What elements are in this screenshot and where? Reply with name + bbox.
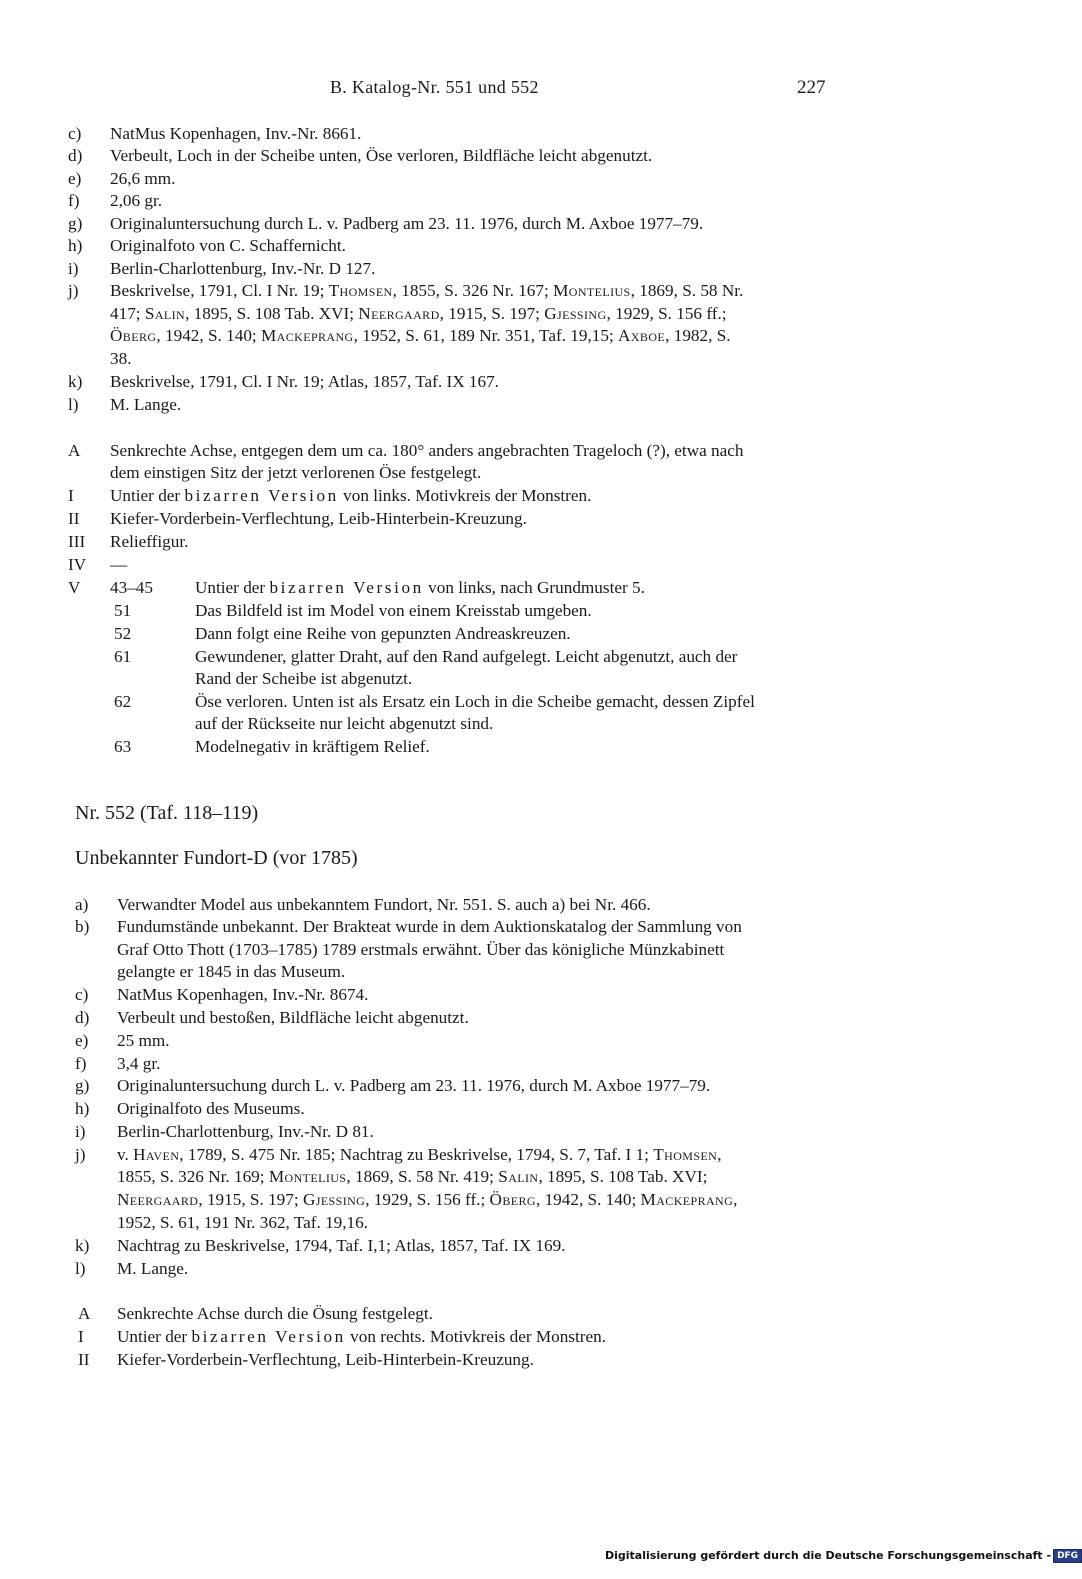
line-552-j-3: Neergaard, 1915, S. 197; Gjessing, 1929, S. 156 ff.; Öberg, 1942, S. 140; Mackeprang,: [117, 1190, 738, 1209]
funding-footer: [605, 1549, 1082, 1563]
page-number: 227: [797, 77, 826, 98]
running-header: [0, 77, 1000, 101]
header-title: B. Katalog-Nr. 551 und 552: [330, 77, 539, 97]
line-552-j-2: 1855, S. 326 Nr. 169; Montelius, 1869, S. 58 Nr. 419; Salin, 1895, S. 108 Tab. XVI;: [117, 1167, 708, 1186]
entry-552-subheading: Unbekannter Fundort-D (vor 1785): [75, 847, 358, 869]
line-552-b-2: Graf Otto Thott (1703–1785) 1789 erstmals erwähnt. Über das königliche Münzkabinett: [117, 940, 725, 959]
line-551-j-4: 38.: [110, 349, 132, 368]
line-551-62-2: auf der Rückseite nur leicht abgenutzt sind.: [195, 714, 494, 733]
line-552-j-4: 1952, S. 61, 191 Nr. 362, Taf. 19,16.: [117, 1213, 369, 1232]
dfg-logo: DFG: [1053, 1549, 1082, 1563]
line-551-j-2: 417; Salin, 1895, S. 108 Tab. XVI; Neergaard, 1915, S. 197; Gjessing, 1929, S. 156 ff.;: [110, 304, 727, 323]
line-551-j-3: Öberg, 1942, S. 140; Mackeprang, 1952, S. 61, 189 Nr. 351, Taf. 19,15; Axboe, 1982, S.: [110, 326, 731, 345]
entry-552-heading: Nr. 552 (Taf. 118–119): [75, 802, 259, 824]
line-552-b-3: gelangte er 1845 in das Museum.: [117, 962, 346, 981]
footer-text: Digitalisierung gefördert durch die Deutsche Forschungsgemeinschaft -: [605, 1549, 1052, 1562]
line-551-61-2: Rand der Scheibe ist abgenutzt.: [195, 669, 413, 688]
line-551-A-2: dem einstigen Sitz der jetzt verlorenen Öse festgelegt.: [110, 463, 482, 482]
